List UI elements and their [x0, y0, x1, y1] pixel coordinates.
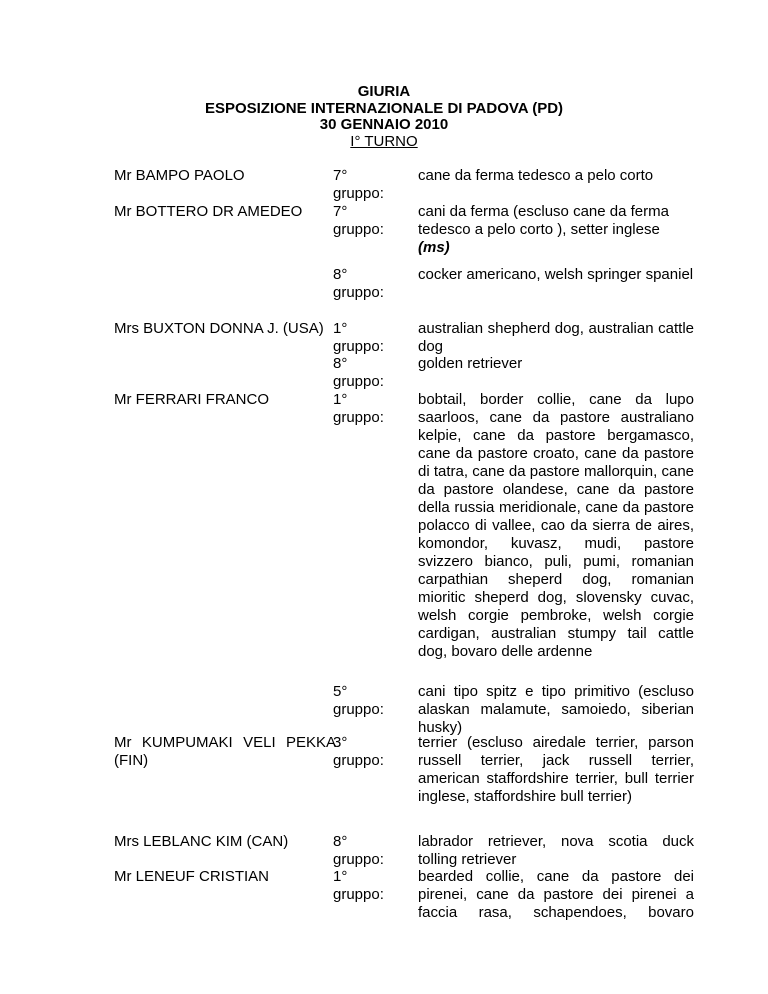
group-label: 8° gruppo:: [333, 266, 384, 301]
breed-list-text: cani da ferma (escluso cane da ferma tedesco a pelo corto ), setter inglese: [418, 203, 669, 238]
group-label: 7° gruppo:: [333, 167, 384, 202]
header-title: GIURIA: [357, 83, 411, 100]
header-date: 30 GENNAIO 2010: [319, 116, 449, 133]
group-label: 1° gruppo:: [333, 320, 384, 355]
header-turno: I° TURNO: [350, 132, 418, 150]
breed-list: bobtail, border collie, cane da lupo saarloos, cane da pastore australiano kelpie, cane da pastore bergamasco, cane da pastore croato, cane da pastore di tatra, cane da pastore mallorquin, cane da pastore olandese, cane da pastore della russia meridionale, cane da pastore polacco di vallee, cao da sierra de aires, komondor, kuvasz, mudi, pastore svizzero bianco, puli, pumi, romanian carpathian sheperd dog, romanian mioritic sheperd dog, slovensky cuvac, welsh corgie pembroke, welsh corgie cardigan, australian stumpy tail cattle dog, bovaro delle ardenne: [418, 391, 694, 660]
group-label: 8° gruppo:: [333, 355, 384, 390]
breed-list: cani tipo spitz e tipo primitivo (escluso alaskan malamute, samoiedo, siberian husky): [418, 683, 694, 736]
group-label: 3° gruppo:: [333, 734, 384, 769]
judge-name: Mr FERRARI FRANCO: [114, 391, 269, 408]
group-label: 7° gruppo:: [333, 203, 384, 238]
judge-name: Mr LENEUF CRISTIAN: [114, 868, 270, 885]
breed-list: golden retriever: [418, 355, 523, 372]
group-label: 1° gruppo:: [333, 868, 384, 903]
judge-name: Mrs BUXTON DONNA J. (USA): [114, 320, 324, 337]
group-label: 8° gruppo:: [333, 833, 384, 868]
breed-list: bearded collie, cane da pastore dei pirenei, cane da pastore dei pirenei a faccia rasa, schapendoes, bovaro: [418, 868, 694, 921]
judge-name-line2: (FIN): [114, 752, 149, 769]
breed-list: labrador retriever, nova scotia duck tolling retriever: [418, 833, 694, 868]
group-label: 1° gruppo:: [333, 391, 384, 426]
judge-name: Mr BAMPO PAOLO: [114, 167, 245, 184]
breed-list: cocker americano, welsh springer spaniel: [418, 266, 694, 283]
document-header: [0, 84, 768, 150]
breed-list: terrier (escluso airedale terrier, parson russell terrier, jack russell terrier, american staffordshire terrier, bull terrier inglese, staffordshire bull terrier): [418, 734, 694, 805]
judge-name-line1: Mr KUMPUMAKI VELI PEKKA: [114, 734, 337, 751]
header-event: ESPOSIZIONE INTERNAZIONALE DI PADOVA (PD): [204, 99, 564, 117]
judge-name: Mrs LEBLANC KIM (CAN): [114, 833, 289, 850]
judge-name: Mr BOTTERO DR AMEDEO: [114, 203, 303, 220]
breed-list: cane da ferma tedesco a pelo corto: [418, 167, 654, 184]
breed-list: [418, 203, 694, 257]
breed-list: australian shepherd dog, australian cattle dog: [418, 320, 694, 355]
group-label: 5° gruppo:: [333, 683, 384, 718]
ms-tag: (ms): [418, 239, 450, 256]
